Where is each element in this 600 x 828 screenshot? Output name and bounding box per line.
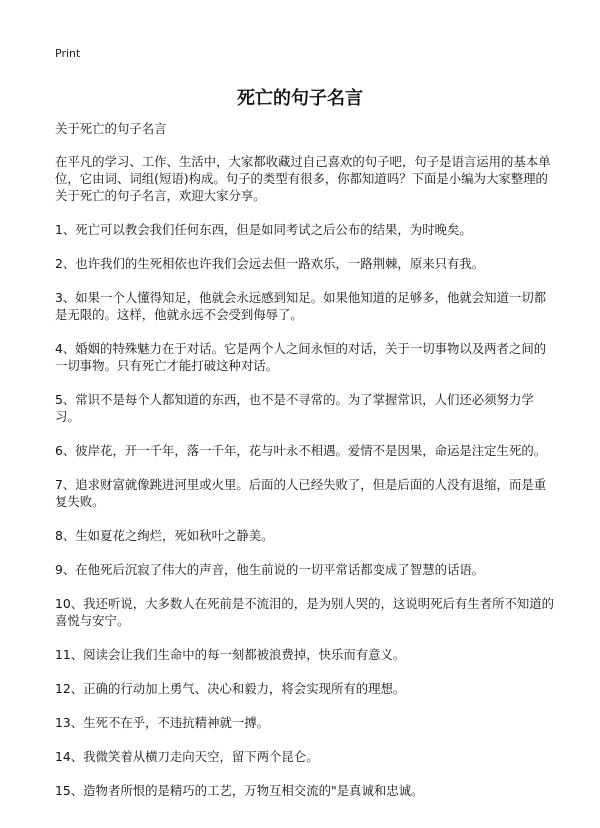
quote-item-15: 15、造物者所恨的是精巧的工艺，万物互相交流的"是真诚和忠诚。 (55, 783, 424, 798)
quote-item-8: 8、生如夏花之绚烂，死如秋叶之静美。 (55, 528, 274, 543)
article-intro: 在平凡的学习、工作、生活中，大家都收藏过自己喜欢的句子吧，句子是语言运用的基本单位，它由词、词组(短语)构成。句子的类型有很多，你都知道吗？下面是小编为大家整理的关于死亡的句子名言，欢迎大家分享。 (55, 154, 551, 203)
quote-item-10: 10、我还听说，大多数人在死前是不流泪的，是为别人哭的，这说明死后有生者所不知道的喜悦与安宁。 (55, 596, 555, 628)
quote-item-7: 7、追求财富就像跳进河里或火里。后面的人已经失败了，但是后面的人没有退缩，而是重复失败。 (55, 477, 547, 509)
quote-item-9: 9、在他死后沉寂了伟大的声音，他生前说的一切平常话都变成了智慧的话语。 (55, 562, 485, 577)
quote-item-1: 1、死亡可以教会我们任何东西，但是如同考试之后公布的结果，为时晚矣。 (55, 222, 472, 237)
page-title: 死亡的句子名言 (237, 88, 363, 109)
quote-item-6: 6、彼岸花，开一千年，落一千年，花与叶永不相遇。爱情不是因果，命运是注定生死的。 (55, 443, 547, 458)
quote-item-12: 12、正确的行动加上勇气、决心和毅力，将会实现所有的理想。 (55, 681, 406, 696)
quote-item-5: 5、常识不是每个人都知道的东西，也不是不寻常的。为了掌握常识，人们还必须努力学习。 (55, 392, 534, 424)
quote-item-11: 11、阅读会让我们生命中的每一刻都被浪费掉，快乐而有意义。 (55, 647, 406, 662)
quote-item-14: 14、我微笑着从横刀走向天空，留下两个昆仑。 (55, 749, 319, 764)
quote-item-3: 3、如果一个人懂得知足，他就会永远感到知足。如果他知道的足够多，他就会知道一切都是无限的。这样，他就永远不会受到侮辱了。 (55, 290, 547, 322)
quote-item-4: 4、婚姻的特殊魅力在于对话。它是两个人之间永恒的对话，关于一切事物以及两者之间的一切事物。只有死亡才能打破这种对话。 (55, 341, 547, 373)
quote-list (55, 221, 555, 799)
article-subtitle: 关于死亡的句子名言 (55, 121, 167, 136)
quote-item-13: 13、生死不在乎，不违抗精神就一搏。 (55, 715, 270, 730)
article-body (55, 120, 555, 816)
quote-item-2: 2、也许我们的生死相依也许我们会远去但一路欢乐，一路荆棘，原来只有我。 (55, 256, 485, 271)
print-link[interactable]: Print (55, 47, 81, 60)
